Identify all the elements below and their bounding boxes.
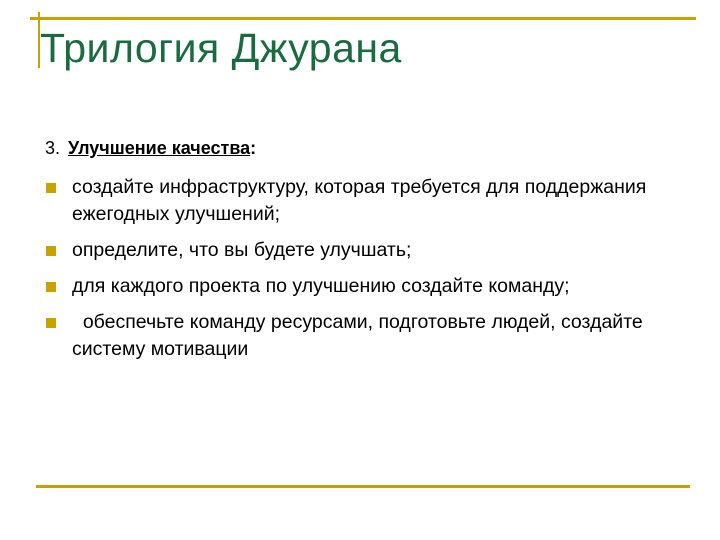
bullet-item (46, 237, 686, 264)
heading-colon: : (250, 138, 257, 158)
section-heading (45, 138, 256, 159)
bullet-text: обеспечьте команду ресурсами, подготовьте людей, создайте систему мотивации (72, 311, 643, 360)
square-bullet-icon (46, 282, 56, 292)
bullet-item (46, 273, 686, 300)
square-bullet-icon (46, 246, 56, 256)
heading-number: 3. (45, 138, 61, 158)
bottom-rule (36, 485, 690, 488)
bullet-text: определите, что вы будете улучшать; (72, 239, 412, 261)
bullet-list (46, 174, 686, 372)
bullet-item (46, 174, 686, 228)
bullet-text: для каждого проекта по улучшению создайте команду; (72, 275, 570, 297)
bullet-text: создайте инфраструктуру, которая требуется для поддержания ежегодных улучшений; (72, 176, 647, 225)
slide-title: Трилогия Джурана (40, 25, 402, 71)
heading-label: Улучшение качества (68, 138, 251, 158)
bullet-item (46, 309, 686, 363)
square-bullet-icon (46, 183, 56, 193)
square-bullet-icon (46, 318, 56, 328)
top-rule (30, 17, 696, 20)
